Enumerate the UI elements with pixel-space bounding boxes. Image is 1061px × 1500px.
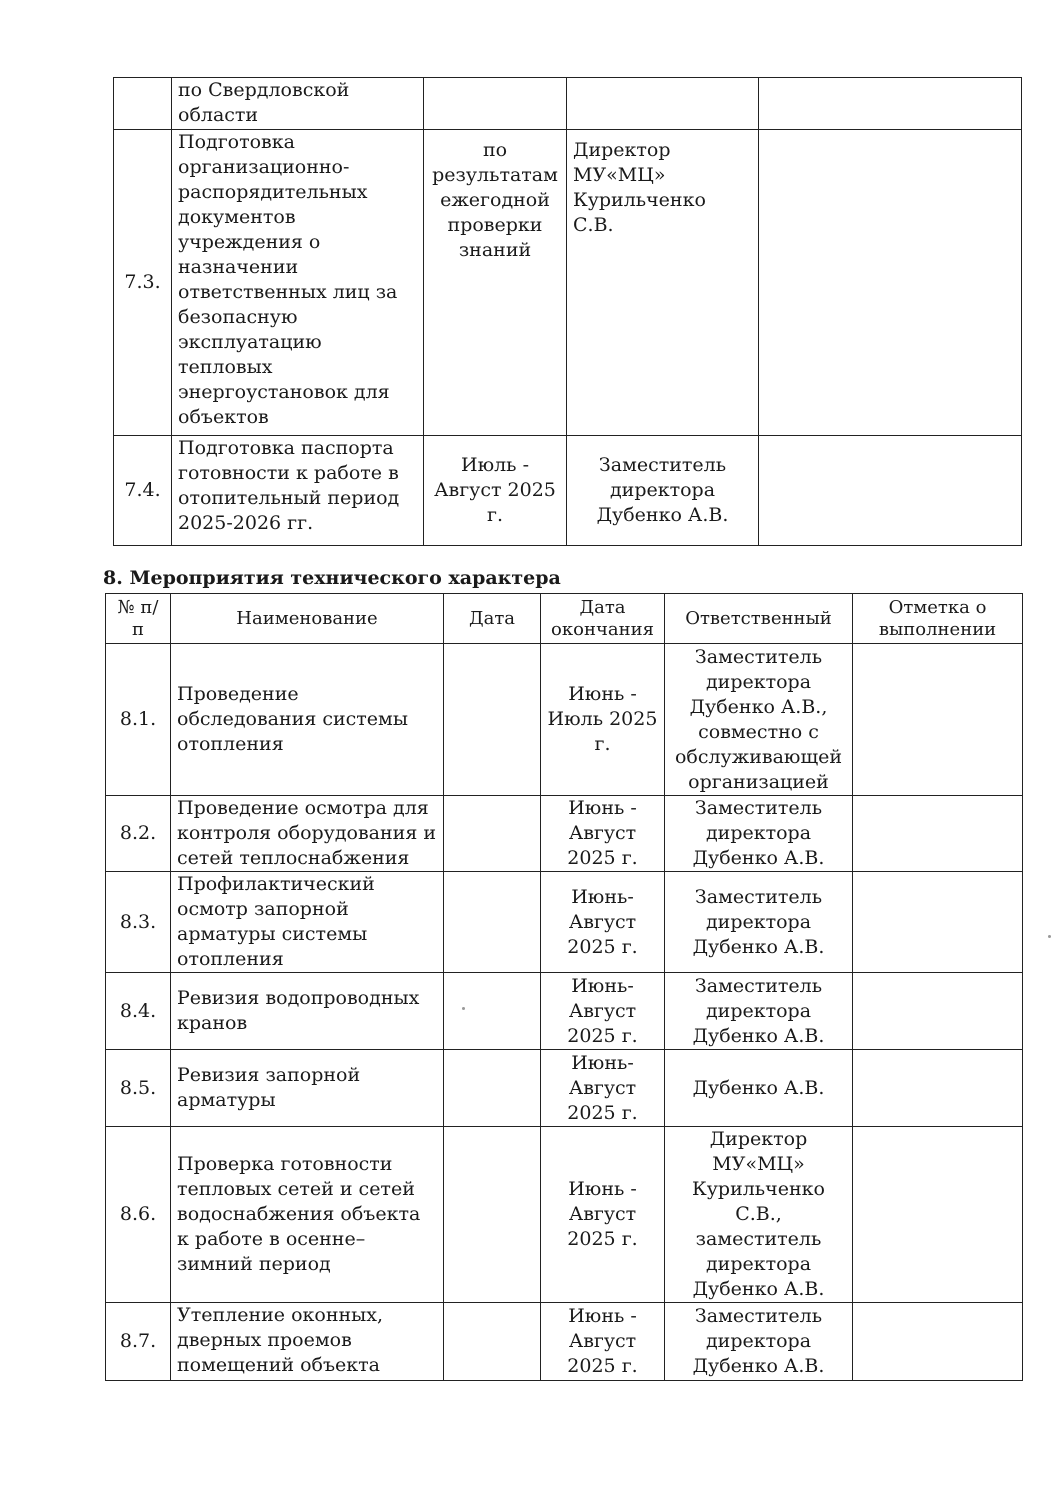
table-section-7 bbox=[113, 77, 1022, 546]
row-responsible: Директор МУ«МЦ» Курильченко С.В., заместитель директора Дубенко А.В. bbox=[665, 1127, 853, 1303]
row-date bbox=[444, 973, 541, 1050]
row-number bbox=[114, 78, 172, 130]
row-date: Июль - Август 2025 г. bbox=[424, 436, 567, 546]
row-mark bbox=[853, 796, 1023, 872]
table-row bbox=[114, 436, 1022, 546]
header-name: Наименование bbox=[171, 594, 444, 644]
header-responsible: Ответственный bbox=[665, 594, 853, 644]
header-number: № п/п bbox=[106, 594, 171, 644]
row-end-date: Июнь - Август 2025 г. bbox=[541, 1127, 665, 1303]
row-date bbox=[444, 796, 541, 872]
row-mark bbox=[853, 872, 1023, 973]
row-date bbox=[444, 1303, 541, 1381]
row-mark bbox=[853, 1050, 1023, 1127]
scan-speck bbox=[1048, 935, 1051, 938]
row-responsible: Заместитель директора Дубенко А.В. bbox=[567, 436, 759, 546]
row-name: по Свердловской области bbox=[172, 78, 424, 130]
header-end-date: Дата окончания bbox=[541, 594, 665, 644]
row-mark bbox=[853, 973, 1023, 1050]
row-name: Утепление оконных, дверных проемов помещений объекта bbox=[171, 1303, 444, 1381]
table-row bbox=[106, 1303, 1023, 1381]
row-name: Проведение осмотра для контроля оборудования и сетей теплоснабжения bbox=[171, 796, 444, 872]
row-date bbox=[444, 872, 541, 973]
row-number: 7.3. bbox=[114, 130, 172, 436]
row-number: 8.3. bbox=[106, 872, 171, 973]
header-date: Дата bbox=[444, 594, 541, 644]
table-row bbox=[106, 872, 1023, 973]
row-mark bbox=[853, 1127, 1023, 1303]
row-mark bbox=[759, 78, 1022, 130]
table-row bbox=[106, 1127, 1023, 1303]
row-number: 8.6. bbox=[106, 1127, 171, 1303]
row-number: 7.4. bbox=[114, 436, 172, 546]
row-end-date: Июнь- Август 2025 г. bbox=[541, 1050, 665, 1127]
row-end-date: Июнь - Август 2025 г. bbox=[541, 1303, 665, 1381]
row-end-date: Июнь - Август 2025 г. bbox=[541, 796, 665, 872]
row-responsible: Директор МУ«МЦ» Курильченко С.В. bbox=[567, 130, 759, 436]
row-mark bbox=[759, 436, 1022, 546]
table-row bbox=[106, 1050, 1023, 1127]
row-responsible: Заместитель директора Дубенко А.В., совместно с обслуживающей организацией bbox=[665, 644, 853, 796]
row-responsible: Заместитель директора Дубенко А.В. bbox=[665, 973, 853, 1050]
table-section-8 bbox=[105, 593, 1023, 1381]
row-responsible bbox=[567, 78, 759, 130]
section-title: 8. Мероприятия технического характера bbox=[103, 567, 561, 589]
row-mark bbox=[853, 1303, 1023, 1381]
row-number: 8.1. bbox=[106, 644, 171, 796]
row-mark bbox=[853, 644, 1023, 796]
row-date bbox=[444, 1127, 541, 1303]
row-responsible: Дубенко А.В. bbox=[665, 1050, 853, 1127]
row-name: Проверка готовности тепловых сетей и сетей водоснабжения объекта к работе в осенне–зимний период bbox=[171, 1127, 444, 1303]
row-name: Проведение обследования системы отопления bbox=[171, 644, 444, 796]
row-name: Ревизия запорной арматуры bbox=[171, 1050, 444, 1127]
table-row bbox=[106, 796, 1023, 872]
row-name: Ревизия водопроводных кранов bbox=[171, 973, 444, 1050]
table-header-row bbox=[106, 594, 1023, 644]
row-responsible: Заместитель директора Дубенко А.В. bbox=[665, 796, 853, 872]
row-number: 8.7. bbox=[106, 1303, 171, 1381]
row-end-date: Июнь- Август 2025 г. bbox=[541, 973, 665, 1050]
header-mark: Отметка о выполнении bbox=[853, 594, 1023, 644]
table-row bbox=[114, 130, 1022, 436]
row-end-date: Июнь - Июль 2025 г. bbox=[541, 644, 665, 796]
row-name: Подготовка паспорта готовности к работе в отопительный период 2025-2026 гг. bbox=[172, 436, 424, 546]
row-date: по результатам ежегодной проверки знаний bbox=[424, 130, 567, 436]
table-row bbox=[114, 78, 1022, 130]
table-row bbox=[106, 973, 1023, 1050]
row-number: 8.2. bbox=[106, 796, 171, 872]
scan-speck bbox=[462, 1007, 465, 1010]
row-date bbox=[424, 78, 567, 130]
row-responsible: Заместитель директора Дубенко А.В. bbox=[665, 872, 853, 973]
row-number: 8.4. bbox=[106, 973, 171, 1050]
row-date bbox=[444, 644, 541, 796]
row-number: 8.5. bbox=[106, 1050, 171, 1127]
row-name: Профилактический осмотр запорной арматуры системы отопления bbox=[171, 872, 444, 973]
row-date bbox=[444, 1050, 541, 1127]
row-responsible: Заместитель директора Дубенко А.В. bbox=[665, 1303, 853, 1381]
row-end-date: Июнь- Август 2025 г. bbox=[541, 872, 665, 973]
table-row bbox=[106, 644, 1023, 796]
row-mark bbox=[759, 130, 1022, 436]
row-name: Подготовка организационно-распорядительных документов учреждения о назначении ответственных лиц за безопасную эксплуатацию тепловых энергоустановок для объектов bbox=[172, 130, 424, 436]
